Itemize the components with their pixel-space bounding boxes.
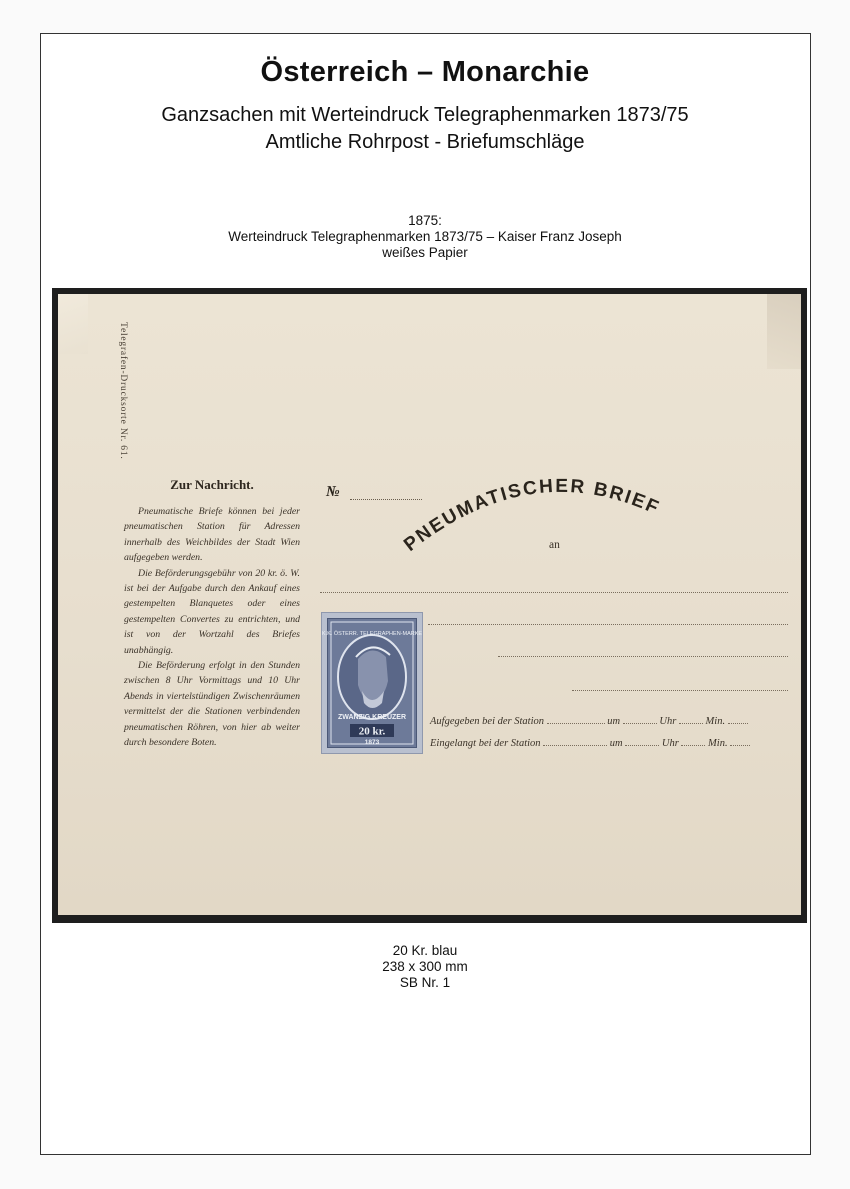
- caption-top: [0, 213, 850, 261]
- station-row-received: [430, 738, 750, 749]
- page-subtitle-line2: Amtliche Rohrpost - Briefumschläge: [265, 131, 585, 153]
- station-row-sent: [430, 716, 748, 727]
- side-imprint: Telegrafen-Drucksorte Nr. 61.: [118, 322, 128, 460]
- svg-text:PNEUMATISCHER BRIEF: [400, 476, 663, 556]
- notice-title: Zur Nachricht.: [170, 477, 254, 492]
- caption-top-description: Werteindruck Telegraphenmarken 1873/75 – Kaiser Franz Joseph: [228, 229, 622, 244]
- station-dots: [547, 723, 605, 724]
- min-dots: [728, 723, 748, 724]
- min-label: Min.: [708, 738, 728, 749]
- envelope-image: [52, 288, 807, 923]
- caption-bottom-size: 238 x 300 mm: [382, 959, 468, 974]
- uhr-label: Uhr: [661, 738, 679, 749]
- caption-bottom-catalog: SB Nr. 1: [399, 975, 451, 990]
- station-label: Aufgegeben bei der Station: [430, 716, 545, 727]
- uhr-dots: [679, 723, 703, 724]
- stamp-value: 20 kr.: [358, 725, 386, 738]
- pneumatic-heading-text: PNEUMATISCHER BRIEF: [400, 475, 664, 556]
- an-label: an: [549, 539, 560, 551]
- stamp-bottom-text: ZWANZIG KREUZER: [337, 714, 407, 721]
- address-line: [428, 624, 788, 625]
- address-line: [320, 592, 788, 593]
- stamp-top-text: K.K. ÖSTERR. TELEGRAPHEN-MARKE: [321, 631, 423, 637]
- imprinted-stamp: [321, 612, 423, 754]
- uhr-dots: [681, 745, 705, 746]
- notice-body: [124, 504, 300, 751]
- stamp-year: 1873: [364, 739, 380, 746]
- caption-top-year: 1875:: [408, 213, 442, 228]
- envelope-paper: [58, 294, 801, 915]
- number-sign: №: [326, 484, 340, 500]
- page-subtitle-line1: Ganzsachen mit Werteindruck Telegraphenmarken 1873/75: [161, 104, 689, 126]
- station-label: Eingelangt bei der Station: [430, 738, 541, 749]
- caption-bottom: [0, 943, 850, 991]
- notice-paragraph: Die Beförderung erfolgt in den Stunden zwischen 8 Uhr Vormittags und 10 Uhr Abends in viertelstündigen Zwischenräumen vermittelst der die Stationen verbindenden pneumatischen Röhren, von hier ab weiter durch besondere Boten.: [124, 660, 300, 749]
- envelope-fold-left: [58, 294, 88, 354]
- um-dots: [623, 723, 657, 724]
- address-line: [572, 690, 788, 691]
- caption-bottom-value: 20 Kr. blau: [392, 943, 458, 958]
- notice-paragraph: Die Beförderungsgebühr von 20 kr. ö. W. ist bei der Aufgabe durch den Ankauf eines gestempelten Blanquetes oder eines gestempelten Convertes zu entrichten, und ist von der Wortzahl des Briefes unabhängig.: [124, 567, 300, 656]
- stamp-face: [321, 618, 423, 748]
- envelope-fold-right: [767, 294, 801, 369]
- page-title: Österreich – Monarchie: [260, 56, 590, 88]
- caption-top-paper: weißes Papier: [382, 245, 468, 260]
- notice-paragraph: Pneumatische Briefe können bei jeder pneumatischen Station für Adressen innerhalb des Weichbildes der Stadt Wien aufgegeben werden.: [124, 506, 300, 564]
- um-dots: [625, 745, 659, 746]
- station-dots: [543, 745, 607, 746]
- um-label: um: [609, 738, 623, 749]
- min-dots: [730, 745, 750, 746]
- um-label: um: [607, 716, 621, 727]
- uhr-label: Uhr: [659, 716, 677, 727]
- emperor-portrait-icon: [321, 619, 423, 747]
- min-label: Min.: [705, 716, 726, 727]
- address-line: [498, 656, 788, 657]
